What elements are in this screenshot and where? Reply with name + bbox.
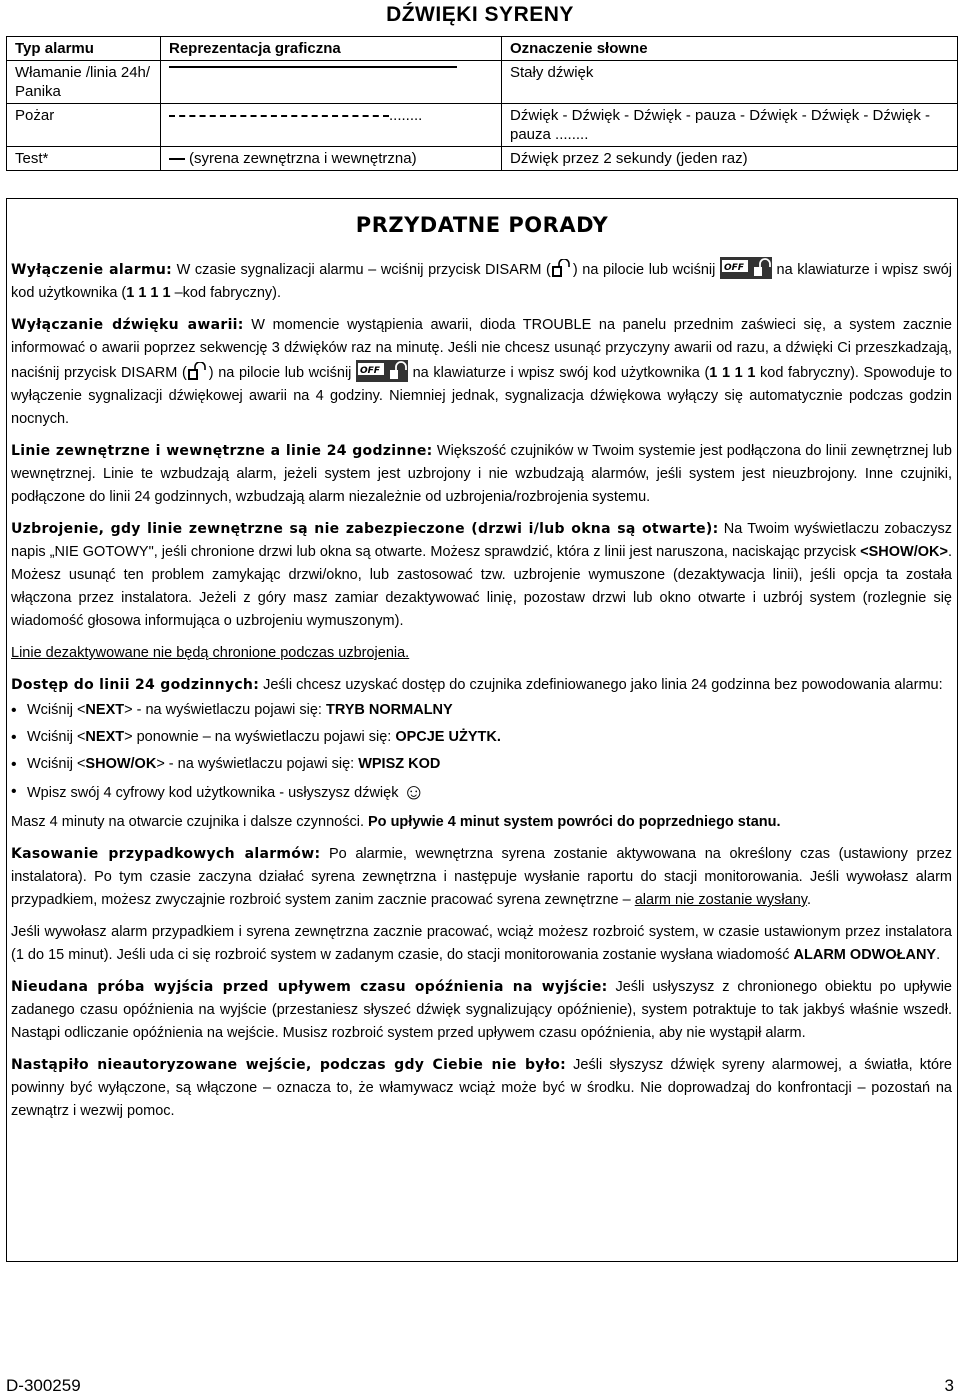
tip-text: ) na pilocie lub wciśnij [572, 262, 720, 278]
tip-false-alarm-cancel [11, 843, 952, 912]
tip-text: Jeśli słyszysz dźwięk syreny alarmowej, a światła, które powinny być wyłączone, są włączone – oznacza to, że włamywacz wciąż może być w środku. Nie doprowadzaj do konfrontacji – pozostań na zewnątrz i wezwij pomoc. [11, 1057, 952, 1119]
tip-heading: Nieudana próba wyjścia przed upływem czasu opóźnienia na wyjście: [11, 979, 608, 995]
tip-heading: Linie zewnętrzne i wewnętrzne a linie 24 godzinne: [11, 443, 433, 459]
tip-heading: Kasowanie przypadkowych alarmów: [11, 846, 321, 862]
tip-alarm-cancelled [11, 921, 952, 967]
tip-exit-delay [11, 976, 952, 1045]
off-key-label: OFF [723, 263, 744, 273]
tip-text: ) na pilocie lub wciśnij [208, 365, 356, 381]
cell-graphic [161, 61, 502, 104]
smiley-icon: ☺ [402, 779, 425, 804]
tip-heading: Wyłączenie alarmu: [11, 262, 172, 278]
cell-alarm-type: Włamanie /linia 24h/ Panika [7, 61, 161, 104]
list-item: • Wciśnij <NEXT> ponownie – na wyświetlaczu pojawi się: OPCJE UŻYTK. [27, 724, 952, 751]
tip-text: Na Twoim wyświetlaczu zobaczysz napis „NIE GOTOWY", jeśli chronione drzwi lub okna są otwarte. Możesz sprawdzić, która z linii jest naruszona, naciskając przycisk [11, 521, 952, 560]
tip-heading: Uzbrojenie, gdy linie zewnętrzne są nie zabezpieczone (drzwi i/lub okna są otwarte): [11, 521, 719, 537]
steps-list [11, 697, 952, 807]
list-item: • Wpisz swój 4 cyfrowy kod użytkownika - usłyszysz dźwięk ☺ [27, 778, 952, 807]
cell-description: Dźwięk - Dźwięk - Dźwięk - pauza - Dźwięk - Dźwięk - Dźwięk - pauza ........ [502, 104, 958, 147]
cell-description: Stały dźwięk [502, 61, 958, 104]
tip-4-minutes [11, 811, 952, 834]
default-code: 1 1 1 1 [709, 365, 756, 381]
tip-text: . Możesz usunąć ten problem zamykając drzwi/okno, lub zastosować tzw. uzbrojenie wymuszone (dezaktywacja linii), jeśli opcja ta została włączona przez instalatora. Jeżeli z góry masz zamiar dezaktywować linię, pozostaw drzwi lub okno otwarte i uzbrój system (rozlegnie się wiadomość głosowa informująca o uzbrojeniu wymuszonym). [11, 544, 952, 629]
table-header-row [7, 37, 958, 61]
short-line-graphic [169, 158, 185, 160]
cell-graphic [161, 104, 502, 147]
off-key-icon [356, 360, 408, 382]
graphic-caption: (syrena zewnętrzna i wewnętrzna) [189, 150, 417, 167]
tip-heading: Nastąpiło nieautoryzowane wejście, podczas gdy Ciebie nie było: [11, 1057, 567, 1073]
dashed-line-graphic [169, 115, 389, 117]
tip-heading: Dostęp do linii 24 godzinnych: [11, 677, 260, 693]
tip-text: W czasie sygnalizacji alarmu – wciśnij przycisk DISARM ( [172, 262, 551, 278]
tip-text: Większość czujników w Twoim systemie jest podłączona do linii zewnętrznej lub wewnętrznej. Linie te wzbudzają alarm, jeżeli system jest uzbrojony i nie wzbudzają alarmów, jeśli system jest nieuzbrojony. Inne czujniki, podłączone do linii 24 godzinnych, wzbudzają alarm niezależnie od uzbrojenia/rozbrojenia systemu. [11, 443, 952, 505]
page-title: DŹWIĘKI SYRENY [386, 3, 574, 26]
underlined-note: alarm nie zostanie wysłany [634, 892, 807, 908]
cell-description: Dźwięk przez 2 sekundy (jeden raz) [502, 147, 958, 171]
document-code: D-300259 [6, 1376, 81, 1395]
off-key-label: OFF [360, 366, 380, 376]
tip-arming-open-zones [11, 518, 952, 633]
tip-trouble-silence [11, 314, 952, 431]
tips-box [6, 198, 958, 1262]
header-description: Oznaczenie słowne [502, 37, 958, 61]
cell-alarm-type: Test* [7, 147, 161, 171]
cell-graphic [161, 147, 502, 171]
tip-text: na klawiaturze i wpisz swój kod użytkownika ( [11, 262, 952, 301]
tip-text: –kod fabryczny). [170, 285, 282, 301]
tip-text: W momencie wystąpienia awarii, dioda TROUBLE na panelu przednim zaświeci się, a system zacznie informować o awarii poprzez sekwencję 3 dźwięków raz na minutę. Jeśli nie chcesz usunąć przyczyny awarii od razu, a dźwięki Ci przeszkadzają, naciśnij przycisk DISARM ( [11, 317, 952, 381]
header-graphic: Reprezentacja graficzna [161, 37, 502, 61]
default-code: 1 1 1 1 [126, 285, 171, 301]
tip-bold-text: Po upływie 4 minut system powróci do poprzedniego stanu. [368, 814, 781, 830]
table-row [7, 61, 958, 104]
key-name: <SHOW/OK> [860, 544, 948, 560]
table-row [7, 104, 958, 147]
tip-bold-text: ALARM ODWOŁANY [793, 947, 937, 963]
tip-disarm-alarm [11, 257, 952, 305]
list-item: • Wciśnij <SHOW/OK> - na wyświetlaczu pojawi się: WPISZ KOD [27, 751, 952, 778]
table-row [7, 147, 958, 171]
cell-alarm-type: Pożar [7, 104, 161, 147]
tip-24h-access [11, 674, 952, 697]
tips-body [11, 257, 952, 1123]
page-number: 3 [944, 1376, 954, 1395]
tip-text: na klawiaturze i wpisz swój kod użytkownika ( [408, 365, 710, 381]
tip-heading: Wyłączanie dźwięku awarii: [11, 317, 244, 333]
unlock-icon [551, 259, 573, 277]
unlock-icon [187, 362, 209, 380]
off-key-icon [720, 257, 772, 279]
tip-text: . [936, 947, 941, 963]
tip-intrusion [11, 1054, 952, 1123]
tip-text: Po alarmie, wewnętrzna syrena zostanie aktywowana na określony czas (ustawiony przez instalatora). Po tym czasie zaczyna działać syrena zewnętrzna i następuje wysłanie raportu do stacji monitorowania. Jeśli wywołasz alarm przypadkiem, możesz zwyczajnie rozbroić system zanim zacznie pracować syrena zewnętrzne – [11, 846, 953, 908]
list-item: • Wciśnij <NEXT> - na wyświetlaczu pojawi się: TRYB NORMALNY [27, 697, 952, 724]
tip-bypassed-note [11, 642, 952, 665]
continuous-line-graphic [169, 66, 457, 68]
siren-sounds-table [6, 36, 958, 171]
tips-title: PRZYDATNE PORADY [355, 213, 609, 237]
tip-text: Masz 4 minuty na otwarcie czujnika i dalsze czynności. [11, 814, 369, 830]
tip-text: kod fabryczny). Spowoduje to wyłączenie sygnalizacji dźwiękowej awarii na 4 godziny. Niemniej jednak, sygnalizacja dźwiękowa wyłączy się automatycznie podczas godzin nocnych. [11, 365, 953, 427]
tip-text: Jeśli wywołasz alarm przypadkiem i syrena zewnętrzna zacznie pracować, wciąż możesz rozbroić system, w czasie ustawionym przez instalatora (1 do 15 minut). Jeśli uda ci się rozbroić system w zadanym czasie, do stacji monitorowania zostanie wysłana wiadomość [11, 924, 952, 963]
underlined-note: Linie dezaktywowane nie będą chronione podczas uzbrojenia. [11, 645, 410, 661]
graphic-dots: ........ [389, 107, 423, 124]
tip-zone-types [11, 440, 952, 509]
tip-text: . [806, 892, 811, 908]
tip-text: Jeśli usłyszysz z chronionego obiektu po upływie zadanego czasu opóźnienia na wyjście (przestaniesz słyszeć dźwięk sygnalizujący opóźnienie), system potraktuje to tak jakbyś właśnie wszedł. Nastąpi odliczanie opóźnienia na wejście. Musisz rozbroić system przed upływem czasu opóźnienia, aby nie wystąpił alarm. [11, 979, 952, 1041]
header-alarm-type: Typ alarmu [7, 37, 161, 61]
tip-text: Jeśli chcesz uzyskać dostęp do czujnika zdefiniowanego jako linia 24 godzinna bez powodowania alarmu: [259, 677, 943, 693]
